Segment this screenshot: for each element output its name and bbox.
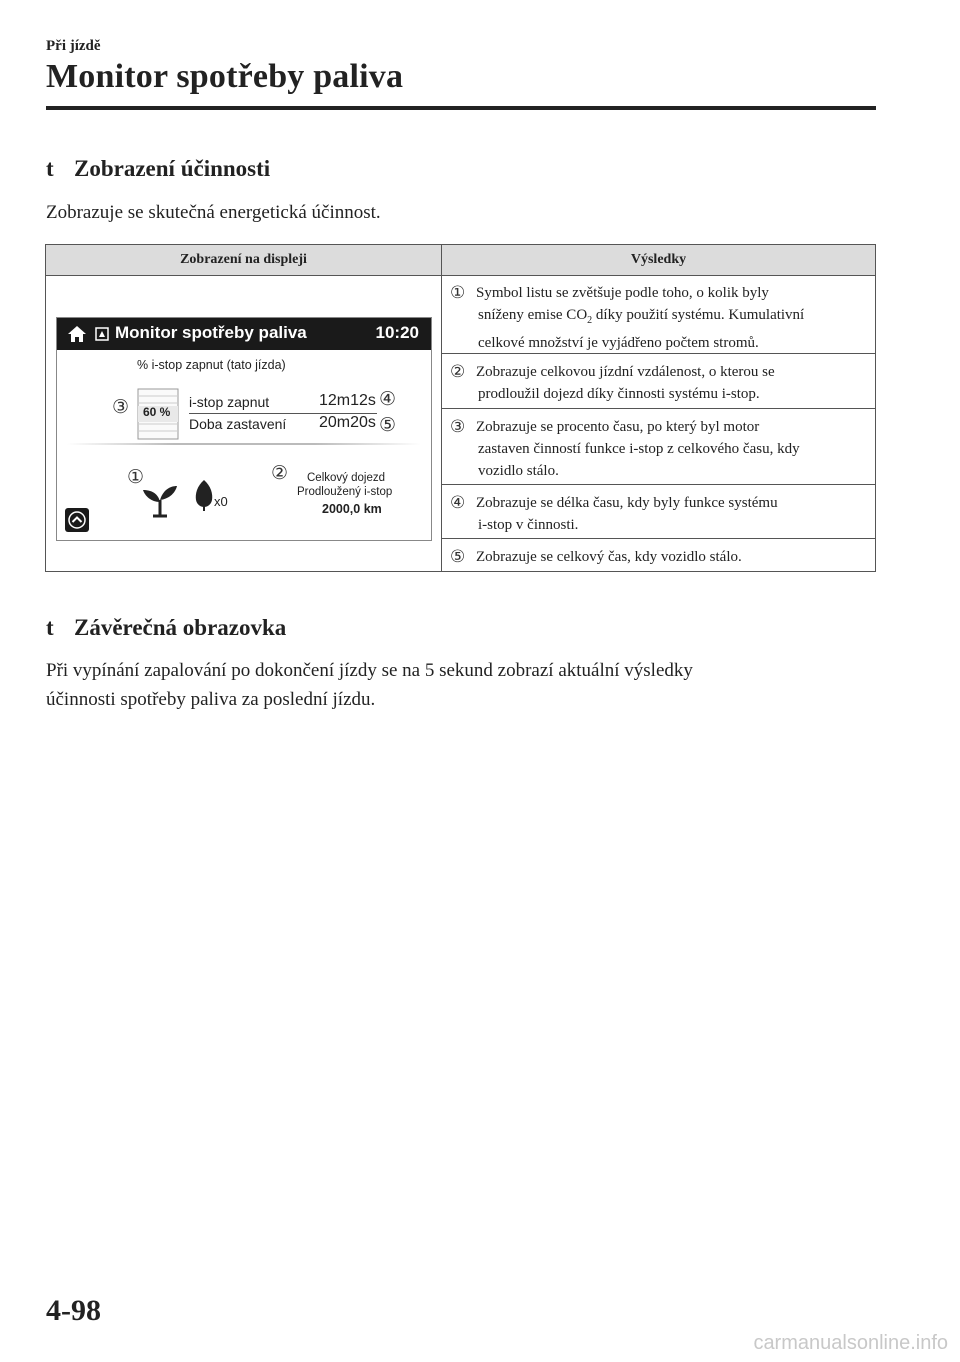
home-icon [67,325,87,343]
result-number: ③ [450,417,466,437]
title-rule [46,106,876,110]
section-text-efficiency: Zobrazuje se skutečná energetická účinnost. [46,202,381,223]
stop-time-value: 20m20s [319,414,376,431]
result-line: zastaven činností funkce i-stop z celkového času, kdy [478,441,800,457]
section-heading-text: Závěrečná obrazovka [74,615,287,640]
result-line: vozidlo stálo. [478,463,559,479]
table-header-results: Výsledky [630,252,687,267]
callout-3: ③ [112,396,130,418]
result-number: ② [450,362,466,382]
table-header-display: Zobrazení na displeji [180,252,307,267]
screen-clock: 10:20 [375,323,419,342]
result-text [476,492,867,536]
results-table [45,244,876,572]
section-bullet-icon: t [46,156,54,181]
chevron-up-icon [65,508,89,532]
istop-label: % i-stop zapnut (tato jízda) [137,358,286,372]
result-text [476,361,867,405]
percent-value: 60 % [143,405,171,419]
istop-on-value: 12m12s [319,392,376,409]
screen-title: Monitor spotřeby paliva [115,323,307,342]
section-heading-efficiency [46,156,270,182]
callout-5: ⑤ [379,414,397,436]
scroll-up-button[interactable] [65,508,89,532]
results-column [442,275,875,571]
result-line: i-stop v činnosti. [478,517,579,533]
result-line: Zobrazuje se celkový čas, kdy vozidlo stálo. [476,549,742,565]
leaf-icon [141,480,179,518]
page-title: Monitor spotřeby paliva [46,58,404,95]
result-line: prodloužil dojezd díky činnosti systému i-stop. [478,386,760,402]
distance-value: 2000,0 km [322,502,382,516]
result-row-4 [442,485,875,539]
page-number: 4-98 [46,1294,101,1327]
breadcrumb: Při jízdě [46,38,101,54]
distance-label-1: Celkový dojezd [307,472,385,484]
table-header [46,245,875,276]
stop-time-label: Doba zastavení [189,416,287,432]
tree-icon [193,478,215,512]
result-number: ④ [450,493,466,513]
display-screen [56,317,432,541]
result-text [476,282,867,354]
tree-count: x0 [214,494,228,509]
section-heading-text: Zobrazení účinnosti [74,156,271,181]
result-line: celkové množství je vyjádřeno počtem stromů. [478,335,759,351]
result-row-3 [442,409,875,485]
result-text [476,416,867,482]
result-number: ① [450,283,466,303]
result-row-1 [442,275,875,354]
result-number: ⑤ [450,547,466,567]
result-row-2 [442,354,875,409]
result-row-5 [442,539,875,571]
section-text-final-screen [46,656,693,714]
callout-4: ④ [379,388,397,410]
callout-1: ① [127,466,145,488]
section-bullet-icon: t [46,615,54,640]
result-line: Zobrazuje se procento času, po který byl motor [476,419,760,435]
screen-header [57,318,431,350]
callout-2: ② [271,462,289,484]
distance-label-2: Prodloužený i-stop [297,486,393,498]
section-heading-final-screen [46,615,286,641]
result-line: sníženy emise $CO_2$ díky použití systému. Kumulativní [478,307,805,326]
result-line: Symbol listu se zvětšuje podle toho, o kolik byly [476,285,769,301]
section-divider [67,443,421,445]
watermark: carmanualsonline.info [753,1332,948,1354]
result-line: Zobrazuje se délka času, kdy byly funkce systému [476,495,778,511]
result-text [476,546,867,568]
text-line: Při vypínání zapalování po dokončení jízdy se na 5 sekund zobrazí aktuální výsledky [46,660,693,681]
istop-on-label: i-stop zapnut [189,394,270,410]
text-line: účinnosti spotřeby paliva za poslední jízdu. [46,689,376,710]
monitor-icon [95,327,109,341]
result-line: Zobrazuje celkovou jízdní vzdálenost, o kterou se [476,364,775,380]
